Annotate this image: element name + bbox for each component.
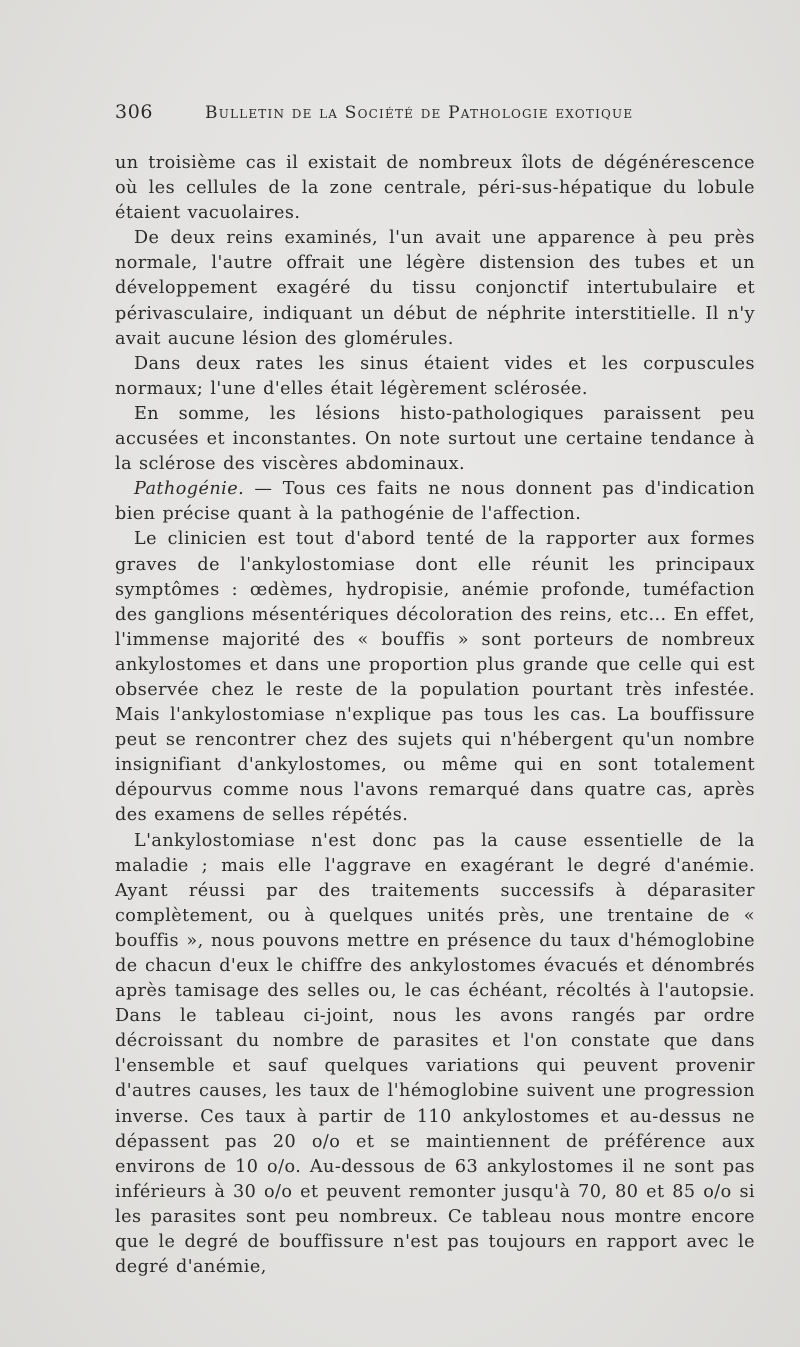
paragraph-ankylostomiase: L'ankylostomiase n'est donc pas la cause essentielle de la maladie ; mais elle l'aggrave en exagérant le degré d'anémie. Ayant réussi par des traitements successifs à déparasiter complètement, ou à quelques unités près, une trentaine de « bouffis », nous pouvons mettre en présence du taux d'hémoglobine de chacun d'eux le chiffre des ankylostomes évacués et dénombrés après tamisage des selles ou, le cas échéant, récoltés à l'autopsie. Dans le tableau ci-joint, nous les avons rangés par ordre décroissant du nombre de parasites et l'on constate que dans l'ensemble et sauf quelques variations qui peuvent provenir d'autres causes, les taux de l'hémoglobine suivent une progression inverse. Ces taux à partir de 110 ankylostomes et au-dessus ne dépassent pas 20 o/o et se maintiennent de préférence aux environs de 10 o/o. Au-dessous de 63 ankylostomes il ne sont pas inférieurs à 30 o/o et peuvent remonter jusqu'à 70, 80 et 85 o/o si les parasites sont peu nombreux. Ce tableau nous montre encore que le degré de bouffissure n'est pas toujours en rapport avec le degré d'anémie, <box>115 830 755 1278</box>
paragraph-kidneys: De deux reins examinés, l'un avait une apparence à peu près normale, l'autre offrait une légère distension des tubes et un développement exagéré du tissu conjonctif intertubulaire et périvasculaire, indiquant un début de néphrite interstitielle. Il n'y avait aucune lésion des glomérules. <box>115 228 755 349</box>
body-text <box>115 151 755 1280</box>
section-lead-pathogenie: Pathogénie. <box>134 479 245 500</box>
paragraph-spleens: Dans deux rates les sinus étaient vides et les corpuscules normaux; l'une d'elles était légèrement sclérosée. <box>115 353 755 399</box>
running-title: Bulletin de la Société de Pathologie exotique <box>205 103 634 123</box>
page-number: 306 <box>115 101 154 123</box>
paragraph-summary: En somme, les lésions histo-pathologiques paraissent peu accusées et inconstantes. On note surtout une certaine tendance à la sclérose des viscères abdominaux. <box>115 403 755 475</box>
paragraph-clinician: Le clinicien est tout d'abord tenté de la rapporter aux formes graves de l'ankylostomiase dont elle réunit les principaux symptômes : œdèmes, hydropisie, anémie profonde, tuméfaction des ganglions mésentériques décoloration des reins, etc... En effet, l'immense majorité des « bouffis » sont porteurs de nombreux ankylostomes et dans une proportion plus grande que celle qui est observée chez le reste de la population pourtant très infestée. Mais l'ankylostomiase n'explique pas tous les cas. La bouffissure peut se rencontrer chez des sujets qui n'hébergent qu'un nombre insignifiant d'ankylostomes, ou même qui en sont totalement dépourvus comme nous l'avons remarqué dans quatre cas, après des examens de selles répétés. <box>115 529 755 826</box>
paragraph-pathogenie-text: — Tous ces faits ne nous donnent pas d'indication bien précise quant à la pathogénie de l'affection. <box>115 479 755 525</box>
page-header <box>115 101 755 131</box>
paragraph-continuation: un troisième cas il existait de nombreux îlots de dégénérescence où les cellules de la zone centrale, péri-sus-hépatique du lobule étaient vacuolaires. <box>115 153 755 224</box>
paragraph-pathogenie <box>115 477 755 527</box>
